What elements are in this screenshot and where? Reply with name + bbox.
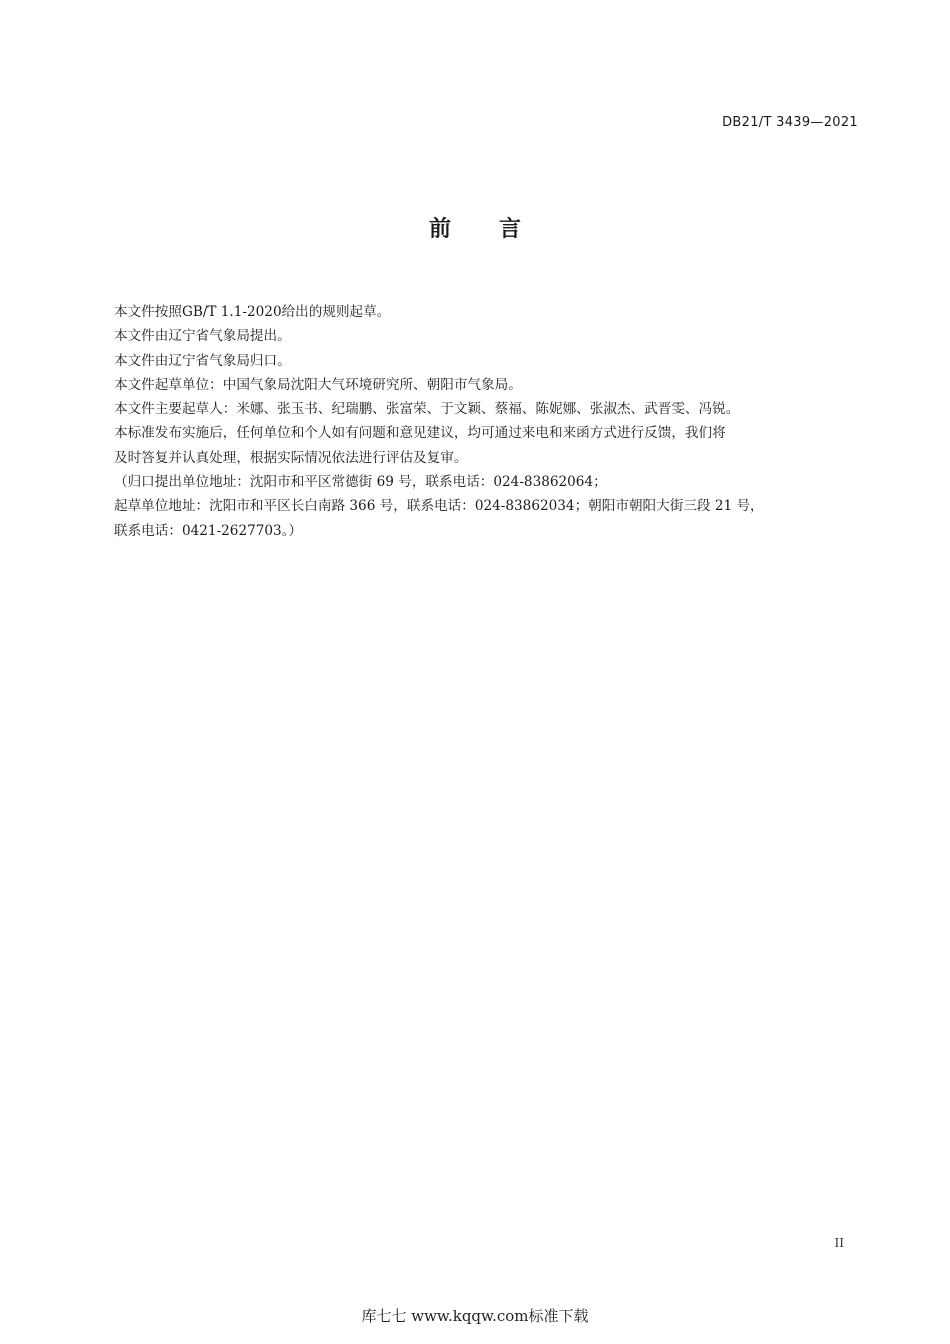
page-number: II xyxy=(834,1236,844,1250)
paragraph-address-line3: 联系电话：0421-2627703。） xyxy=(114,522,303,539)
preface-body xyxy=(114,300,860,543)
document-code: DB21/T 3439—2021 xyxy=(722,115,858,130)
paragraph-drafters: 本文件主要起草人：米娜、张玉书、纪瑞鹏、张富荣、于文颖、蔡福、陈妮娜、张淑杰、武晋雯、冯锐。 xyxy=(114,401,740,418)
paragraph-feedback-line2: 及时答复并认真处理，根据实际情况依法进行评估及复审。 xyxy=(114,449,468,466)
paragraph-proposer: 本文件由辽宁省气象局提出。 xyxy=(114,328,291,345)
paragraph-drafting-units: 本文件起草单位：中国气象局沈阳大气环境研究所、朝阳市气象局。 xyxy=(114,376,522,393)
paragraph-address-line2: 起草单位地址：沈阳市和平区长白南路 366 号，联系电话：024-83862034；朝阳市朝阳大街三段 21 号， xyxy=(114,498,764,515)
paragraph-centralized-unit: 本文件由辽宁省气象局归口。 xyxy=(114,352,291,369)
page-title: 前言 xyxy=(428,217,569,242)
paragraph-feedback-line1: 本标准发布实施后，任何单位和个人如有问题和意见建议，均可通过来电和来函方式进行反馈，我们将 xyxy=(114,425,726,442)
paragraph-drafting-rules: 本文件按照GB/T 1.1-2020给出的规则起草。 xyxy=(114,304,391,320)
footer-watermark: 库七七 www.kqqw.com标准下载 xyxy=(361,1307,589,1325)
paragraph-address-line1: （归口提出单位地址：沈阳市和平区常德街 69 号，联系电话：024-83862064； xyxy=(114,474,607,491)
